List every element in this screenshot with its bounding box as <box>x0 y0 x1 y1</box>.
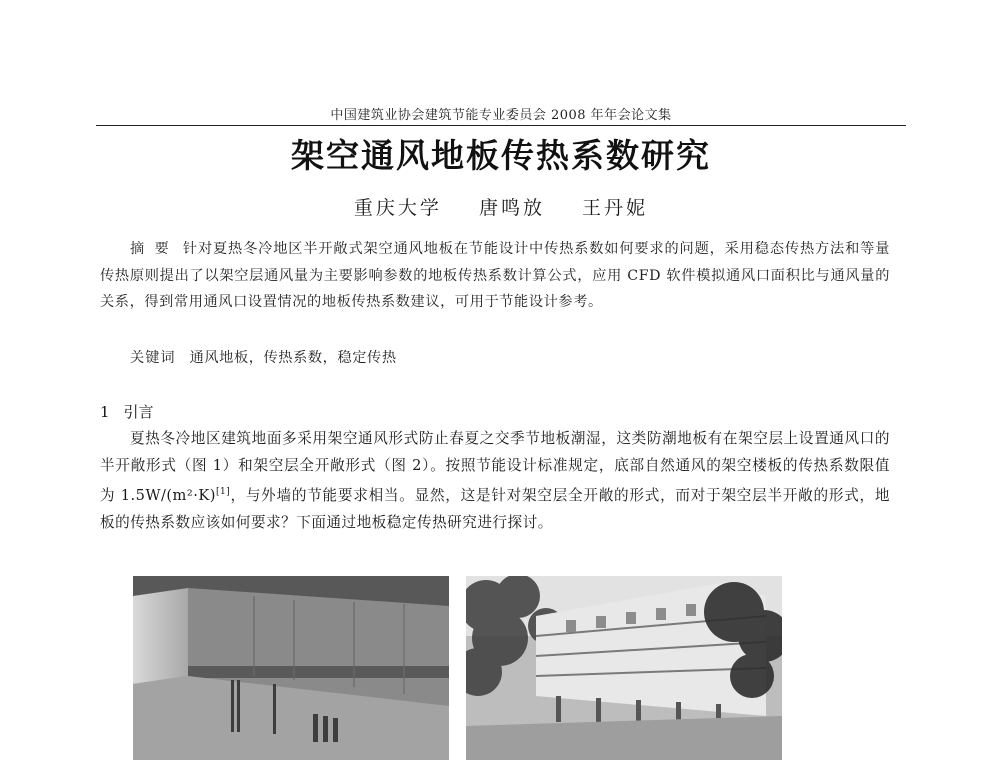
author-name: 唐鸣放 <box>478 197 545 219</box>
citation-marker: [1] <box>215 487 231 497</box>
abstract <box>100 236 890 316</box>
abstract-label: 摘要 <box>130 241 179 257</box>
keywords-text: 通风地板，传热系数，稳定传热 <box>189 350 397 366</box>
author-affiliation: 重庆大学 <box>353 197 442 219</box>
section-title: 引言 <box>123 403 154 421</box>
section-number: 1 <box>100 403 110 421</box>
body-text-part2: ，与外墙的节能要求相当。显然，这是针对架空层全开敞的形式，而对于架空层半开敞的形式，地板的传热系数应该如何要求？下面通过地板稳定传热研究进行探讨。 <box>100 486 890 531</box>
figure-2-photo <box>466 576 782 760</box>
section-heading <box>100 401 154 422</box>
author-line <box>96 193 906 220</box>
figure-2-image <box>466 576 782 760</box>
figure-1-photo <box>133 576 449 760</box>
body-text-part1: 夏热冬冷地区建筑地面多采用架空通风形式防止春夏之交季节地板潮湿，这类防潮地板有在架空层上设置通风口的半开敞形式（图 1）和架空层全开敞形式（图 2）。按照节能设计标准规定，底部自然通风的架空楼板的传热系数限值为 1.5W/(m²·K) <box>100 430 890 504</box>
author-name: 王丹妮 <box>582 197 649 219</box>
header-rule <box>96 125 906 126</box>
keywords-label: 关键词 <box>130 350 176 366</box>
figure-1-image <box>133 576 449 760</box>
abstract-text: 针对夏热冬冷地区半开敞式架空通风地板在节能设计中传热系数如何要求的问题，采用稳态传热方法和等量传热原则提出了以架空层通风量为主要影响参数的地板传热系数计算公式，应用 CFD 软件模拟通风口面积比与通风量的关系，得到常用通风口设置情况的地板传热系数建议，可用于节能设计参考。 <box>100 241 890 310</box>
keywords <box>130 347 890 367</box>
section-body <box>100 425 890 536</box>
paper-title: 架空通风地板传热系数研究 <box>291 136 711 175</box>
running-header: 中国建筑业协会建筑节能专业委员会 2008 年年会论文集 <box>330 108 672 123</box>
